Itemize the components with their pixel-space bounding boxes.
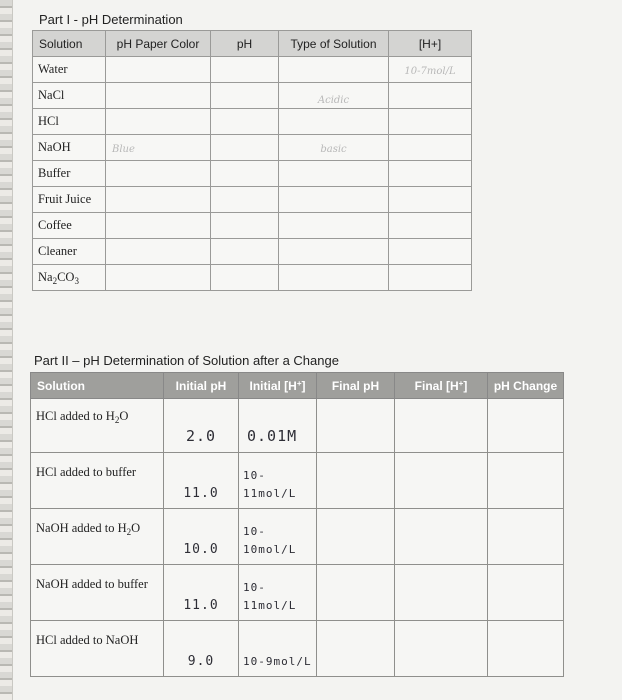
table-row (33, 109, 472, 135)
faint-mark: basic (320, 143, 347, 155)
cell-final-ph[interactable] (317, 399, 395, 453)
cell-type[interactable] (279, 265, 389, 291)
cell-initial-ph[interactable]: 9.0 (164, 621, 239, 677)
part1-table (32, 30, 472, 291)
col-type-of-solution: Type of Solution (279, 31, 389, 57)
cell-h[interactable] (389, 57, 472, 83)
faint-mark: 10-7mol/L (404, 65, 456, 77)
row-label: HCl added to $H_2O$ (31, 399, 164, 453)
cell-final-h[interactable] (395, 565, 488, 621)
cell-final-h[interactable] (395, 509, 488, 565)
cell-color[interactable] (106, 265, 211, 291)
cell-final-h[interactable] (395, 399, 488, 453)
table-row (33, 161, 472, 187)
cell-initial-h[interactable]: 10-11mol/L (239, 565, 317, 621)
cell-ph[interactable] (211, 57, 279, 83)
cell-type[interactable] (279, 161, 389, 187)
row-label: HCl added to buffer (31, 453, 164, 509)
col-ph: pH (211, 31, 279, 57)
table-row (31, 453, 564, 509)
cell-initial-ph[interactable]: 11.0 (164, 453, 239, 509)
cell-color[interactable] (106, 187, 211, 213)
faint-mark: Acidic (317, 95, 350, 106)
cell-color[interactable] (106, 239, 211, 265)
notebook-spiral (0, 0, 13, 700)
cell-ph-change[interactable] (488, 453, 564, 509)
cell-type[interactable] (279, 187, 389, 213)
cell-color[interactable] (106, 135, 211, 161)
cell-final-ph[interactable] (317, 565, 395, 621)
cell-type[interactable] (279, 135, 389, 161)
row-label-na2co3: $Na_2CO_3$ (33, 265, 106, 291)
cell-initial-h[interactable]: 0.01M (239, 399, 317, 453)
col-ph-paper-color: pH Paper Color (106, 31, 211, 57)
cell-ph[interactable] (211, 239, 279, 265)
col-initial-h: Initial [H+] (239, 373, 317, 399)
table-row (33, 187, 472, 213)
row-label: Fruit Juice (33, 187, 106, 213)
cell-initial-ph[interactable]: 2.0 (164, 399, 239, 453)
table-row (33, 265, 472, 291)
col-final-h: Final [H+] (395, 373, 488, 399)
cell-final-h[interactable] (395, 621, 488, 677)
row-label: HCl (33, 109, 106, 135)
table-row (33, 239, 472, 265)
cell-color[interactable] (106, 57, 211, 83)
table-row (33, 57, 472, 83)
col-final-ph: Final pH (317, 373, 395, 399)
cell-final-ph[interactable] (317, 509, 395, 565)
cell-ph[interactable] (211, 265, 279, 291)
row-label: NaOH (33, 135, 106, 161)
cell-h[interactable] (389, 135, 472, 161)
table-row (31, 399, 564, 453)
cell-h[interactable] (389, 83, 472, 109)
cell-ph-change[interactable] (488, 621, 564, 677)
cell-type[interactable] (279, 213, 389, 239)
cell-ph[interactable] (211, 109, 279, 135)
cell-initial-h[interactable]: 10-10mol/L (239, 509, 317, 565)
row-label: Coffee (33, 213, 106, 239)
cell-final-ph[interactable] (317, 621, 395, 677)
table-row (33, 213, 472, 239)
bleed-through-text (470, 66, 610, 266)
cell-ph-change[interactable] (488, 399, 564, 453)
cell-color[interactable] (106, 213, 211, 239)
row-label: Cleaner (33, 239, 106, 265)
bleed-through-text (40, 298, 610, 338)
col-ph-change: pH Change (488, 373, 564, 399)
cell-initial-h[interactable]: 10-9mol/L (239, 621, 317, 677)
cell-ph-change[interactable] (488, 509, 564, 565)
table-row (31, 565, 564, 621)
cell-type[interactable] (279, 57, 389, 83)
cell-initial-ph[interactable]: 11.0 (164, 565, 239, 621)
cell-final-ph[interactable] (317, 453, 395, 509)
part1-header-row (33, 31, 472, 57)
row-label: Buffer (33, 161, 106, 187)
part2-table (30, 372, 564, 677)
row-label: Water (33, 57, 106, 83)
col-initial-ph: Initial pH (164, 373, 239, 399)
cell-h[interactable] (389, 161, 472, 187)
table-row (33, 135, 472, 161)
cell-ph[interactable] (211, 213, 279, 239)
cell-ph[interactable] (211, 135, 279, 161)
cell-h[interactable] (389, 239, 472, 265)
cell-h[interactable] (389, 109, 472, 135)
row-label: HCl added to NaOH (31, 621, 164, 677)
part1-title: Part I - pH Determination (39, 12, 183, 27)
cell-ph-change[interactable] (488, 565, 564, 621)
cell-type[interactable] (279, 109, 389, 135)
part2-header-row (31, 373, 564, 399)
cell-color[interactable] (106, 161, 211, 187)
cell-h[interactable] (389, 187, 472, 213)
cell-ph[interactable] (211, 83, 279, 109)
cell-h[interactable] (389, 265, 472, 291)
col-solution: Solution (31, 373, 164, 399)
cell-initial-h[interactable]: 10-11mol/L (239, 453, 317, 509)
cell-final-h[interactable] (395, 453, 488, 509)
col-solution: Solution (33, 31, 106, 57)
part2-title: Part II – pH Determination of Solution after a Change (34, 353, 339, 368)
col-h-concentration: [H+] (389, 31, 472, 57)
table-row (33, 83, 472, 109)
cell-color[interactable] (106, 109, 211, 135)
table-row (31, 509, 564, 565)
row-label: NaOH added to buffer (31, 565, 164, 621)
row-label: NaOH added to $H_2O$ (31, 509, 164, 565)
cell-h[interactable] (389, 213, 472, 239)
cell-ph[interactable] (211, 161, 279, 187)
table-row (31, 621, 564, 677)
cell-type[interactable] (279, 239, 389, 265)
cell-ph[interactable] (211, 187, 279, 213)
cell-color[interactable] (106, 83, 211, 109)
cell-initial-ph[interactable]: 10.0 (164, 509, 239, 565)
row-label: NaCl (33, 83, 106, 109)
faint-mark: Blue (112, 143, 135, 155)
cell-type[interactable] (279, 83, 389, 109)
